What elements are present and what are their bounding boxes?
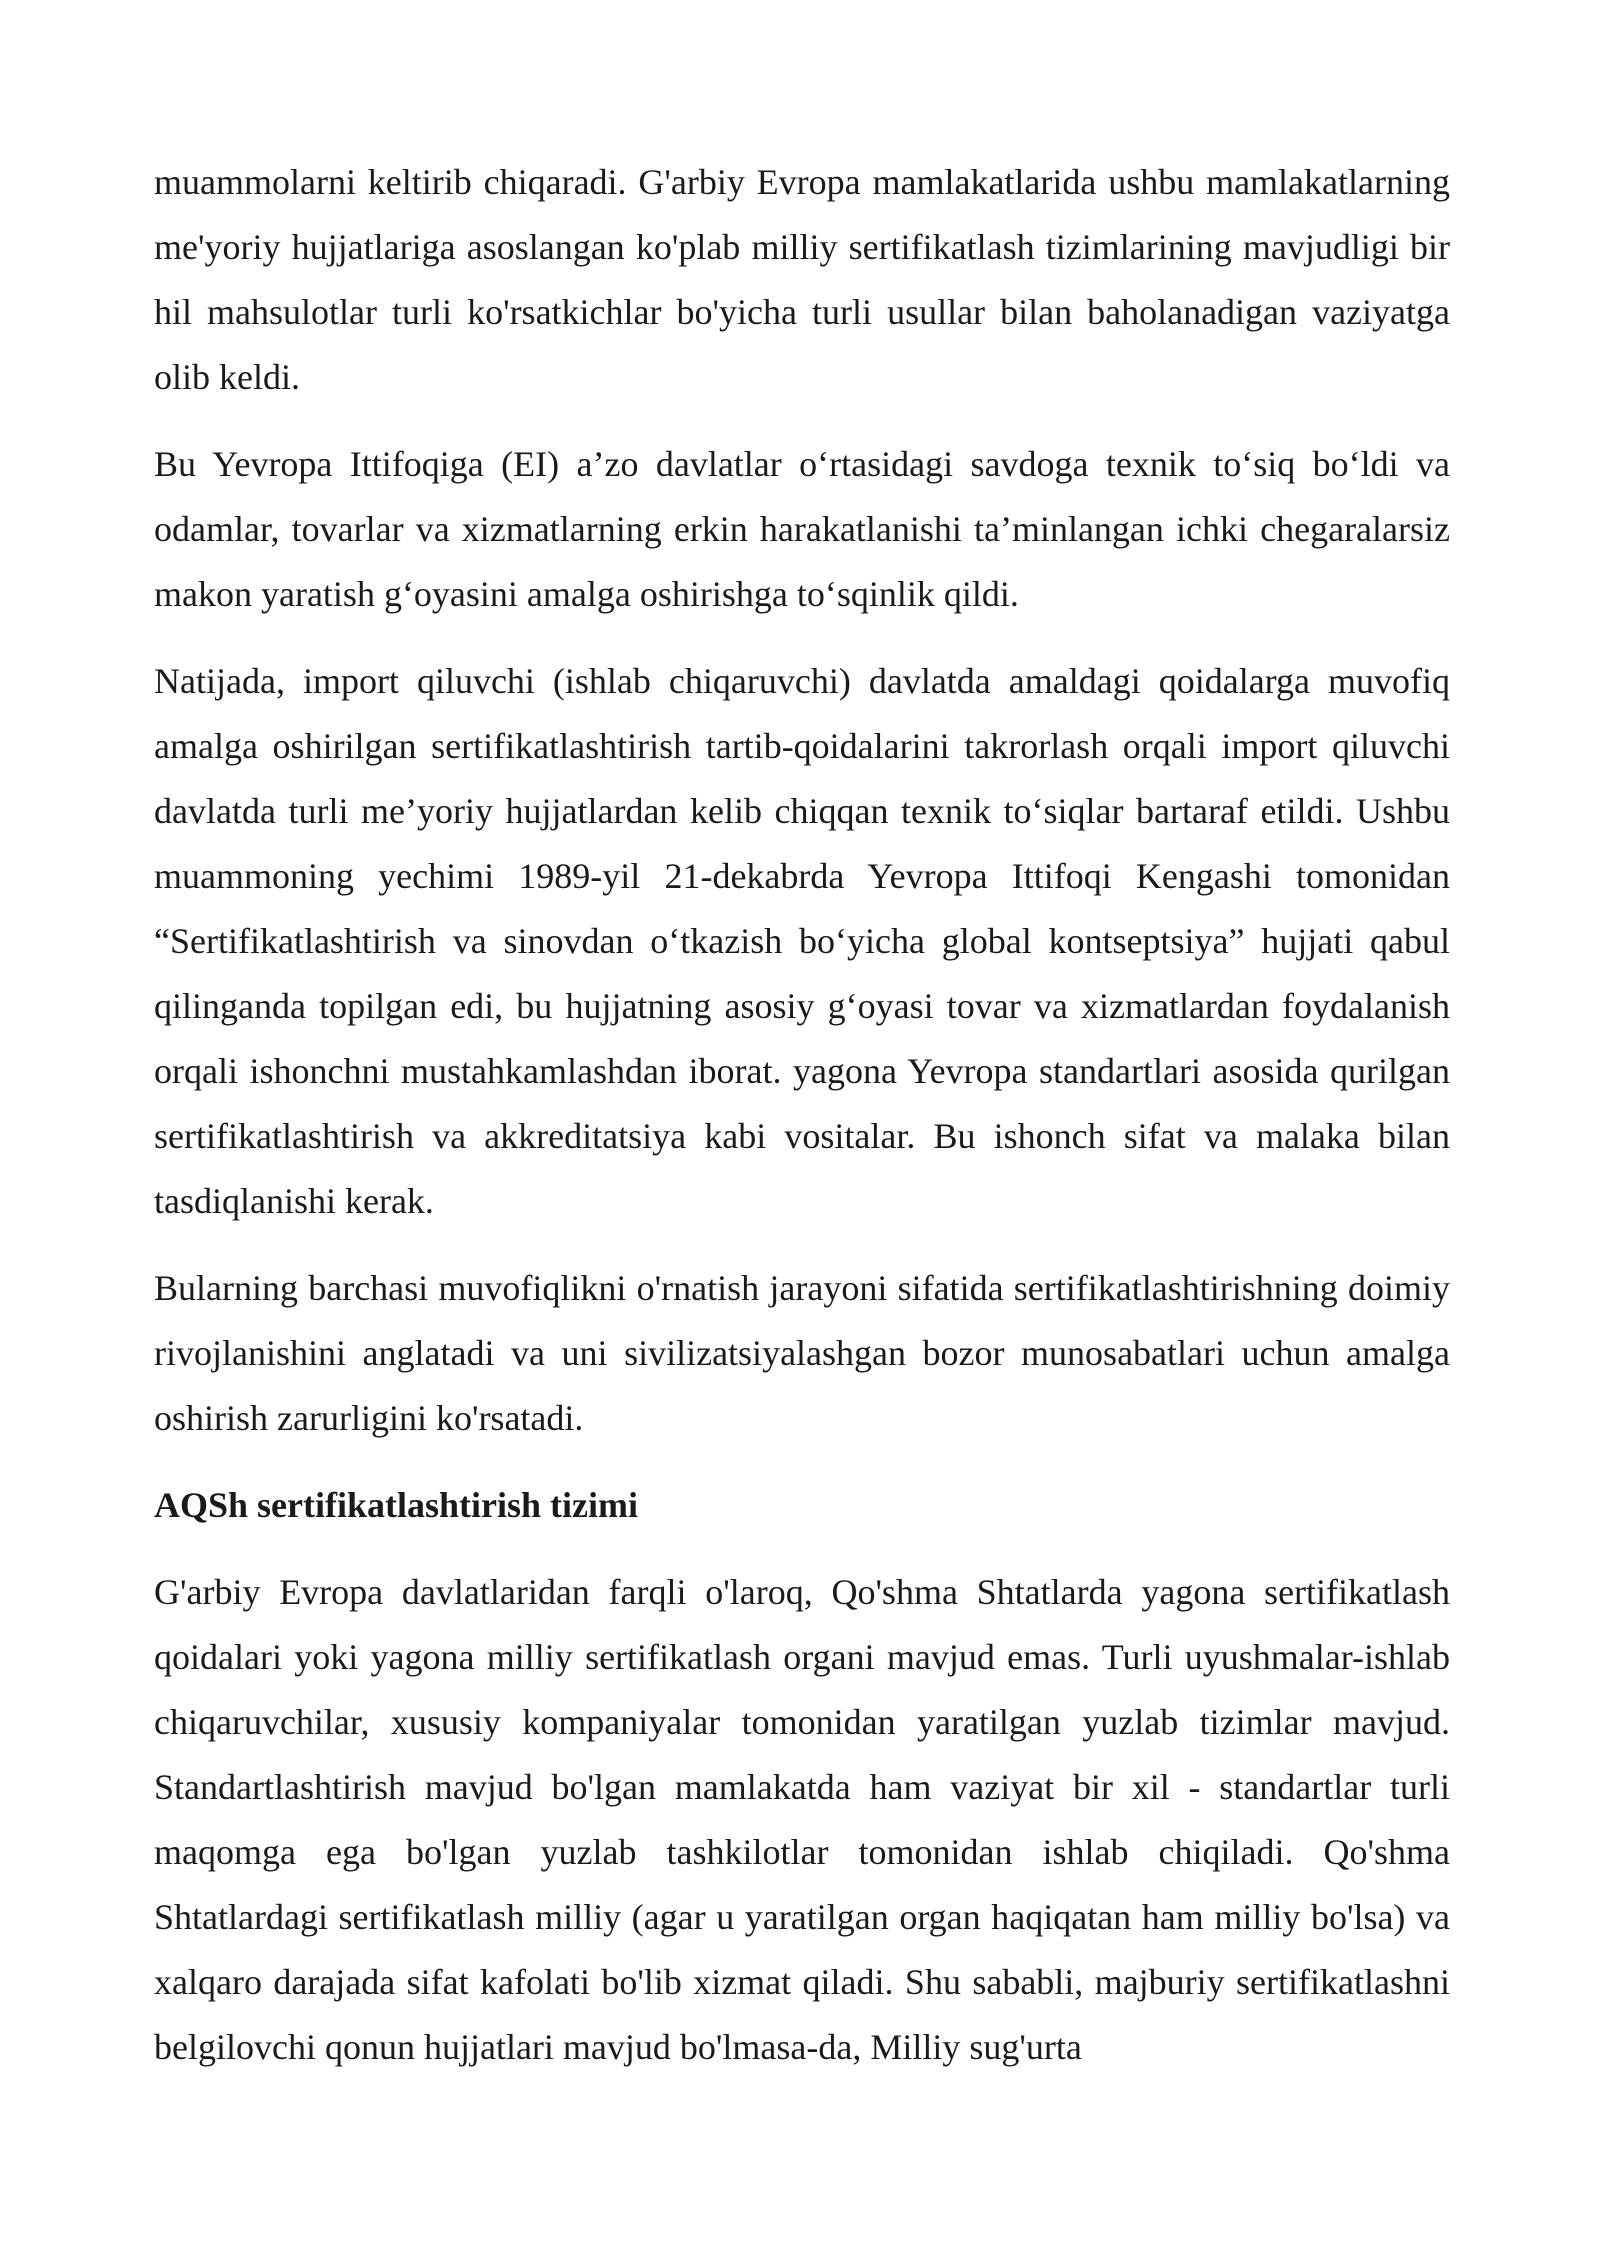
section-heading: AQSh sertifikatlashtirish tizimi [154,1485,638,1525]
paragraph-4: Bularning barchasi muvofiqlikni o'rnatish jarayoni sifatida sertifikatlashtirishning doimiy rivojlanishini anglatadi va uni sivilizatsiyalashgan bozor munosabatlari uchun amalga oshirish zarurligini ko'rsatadi. [154,1268,1450,1438]
paragraph-3: Natijada, import qiluvchi (ishlab chiqaruvchi) davlatda amaldagi qoidalarga muvofiq amalga oshirilgan sertifikatlashtirish tartib-qoidalarini takrorlash orqali import qiluvchi davlatda turli me’yoriy hujjatlardan kelib chiqqan texnik to‘siqlar bartaraf etildi. Ushbu muammoning yechimi 1989-yil 21-dekabrda Yevropa Ittifoqi Kengashi tomonidan “Sertifikatlashtirish va sinovdan o‘tkazish bo‘yicha global kontseptsiya” hujjati qabul qilinganda topilgan edi, bu hujjatning asosiy g‘oyasi tovar va xizmatlardan foydalanish orqali ishonchni mustahkamlashdan iborat. yagona Yevropa standartlari asosida qurilgan sertifikatlashtirish va akkreditatsiya kabi vositalar. Bu ishonch sifat va malaka bilan tasdiqlanishi kerak. [154,661,1450,1221]
document-page [154,150,1450,2102]
paragraph-5: G'arbiy Evropa davlatlaridan farqli o'laroq, Qo'shma Shtatlarda yagona sertifikatlash qoidalari yoki yagona milliy sertifikatlash organi mavjud emas. Turli uyushmalar-ishlab chiqaruvchilar, xususiy kompaniyalar tomonidan yaratilgan yuzlab tizimlar mavjud. Standartlashtirish mavjud bo'lgan mamlakatda ham vaziyat bir xil - standartlar turli maqomga ega bo'lgan yuzlab tashkilotlar tomonidan ishlab chiqiladi. Qo'shma Shtatlardagi sertifikatlash milliy (agar u yaratilgan organ haqiqatan ham milliy bo'lsa) va xalqaro darajada sifat kafolati bo'lib xizmat qiladi. Shu sababli, majburiy sertifikatlashni belgilovchi qonun hujjatlari mavjud bo'lmasa-da, Milliy sug'urta [154,1572,1450,2067]
paragraph-1: muammolarni keltirib chiqaradi. G'arbiy Evropa mamlakatlarida ushbu mamlakatlarning me'yoriy hujjatlariga asoslangan ko'plab milliy sertifikatlash tizimlarining mavjudligi bir hil mahsulotlar turli ko'rsatkichlar bo'yicha turli usullar bilan baholanadigan vaziyatga olib keldi. [154,162,1450,397]
paragraph-2: Bu Yevropa Ittifoqiga (EI) a’zo davlatlar o‘rtasidagi savdoga texnik to‘siq bo‘ldi va odamlar, tovarlar va xizmatlarning erkin harakatlanishi ta’minlangan ichki chegaralarsiz makon yaratish g‘oyasini amalga oshirishga to‘sqinlik qildi. [154,444,1450,614]
